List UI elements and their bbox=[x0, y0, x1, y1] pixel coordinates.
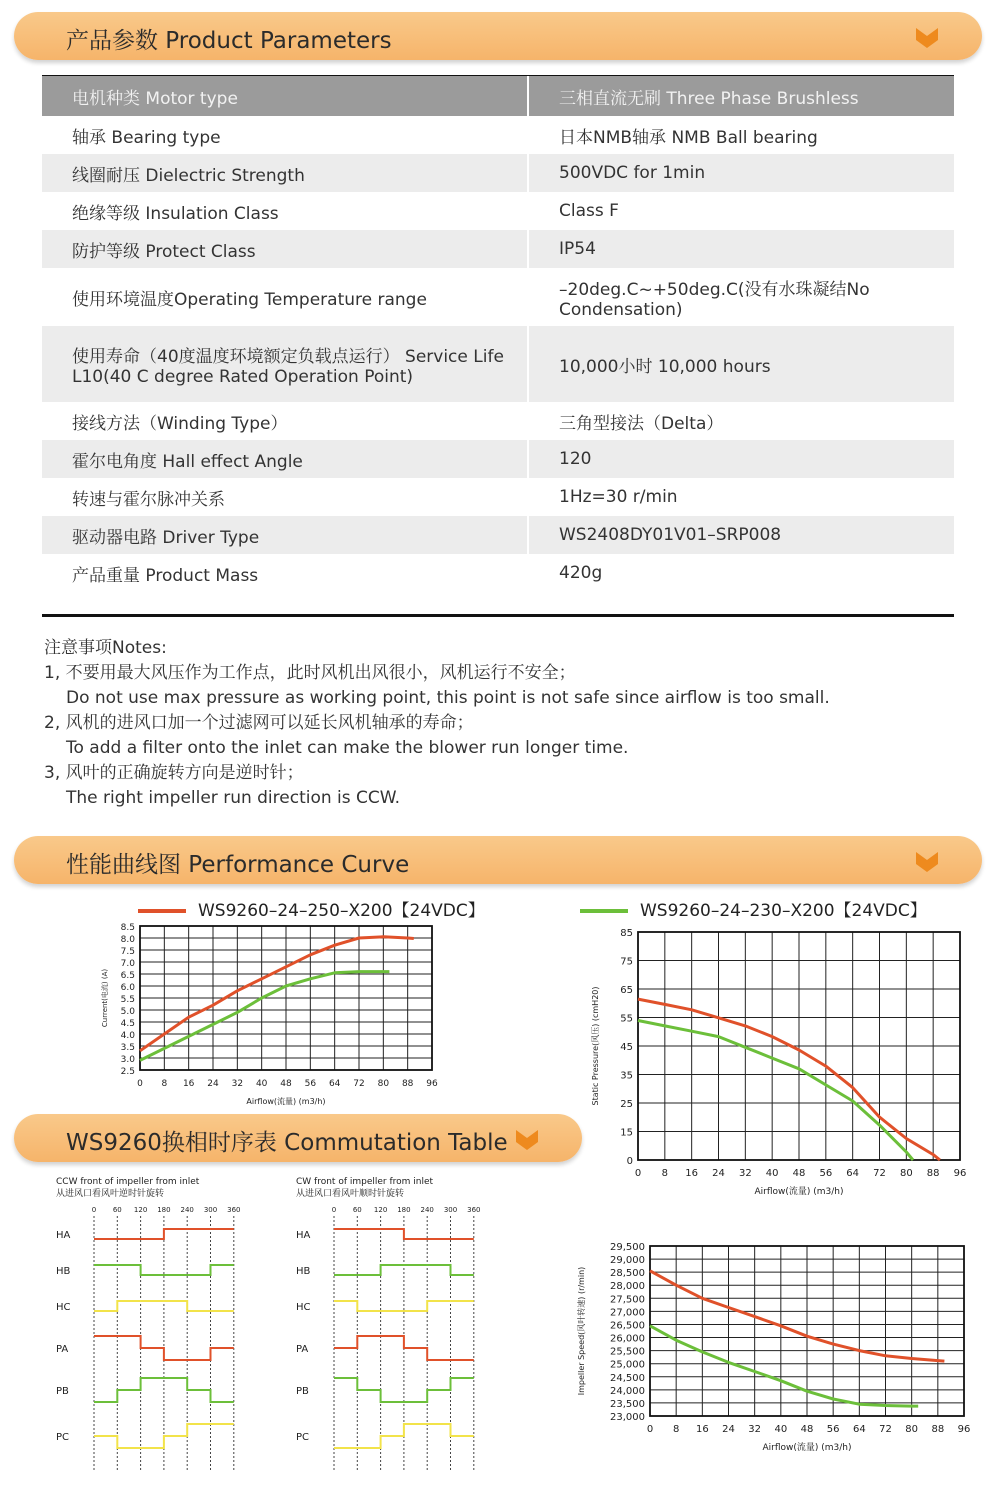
y-tick-label: 27,500 bbox=[610, 1294, 645, 1306]
legend-green bbox=[580, 896, 927, 921]
signal-label: HB bbox=[56, 1266, 71, 1277]
note-1-en: Do not use max pressure as working point, this point is not safe since airflow is too small. bbox=[66, 688, 830, 708]
y-tick-label: 5.5 bbox=[120, 995, 135, 1005]
param-key: 绝缘等级 Insulation Class bbox=[42, 192, 528, 230]
signal-label: PA bbox=[56, 1344, 69, 1355]
x-tick-label: 48 bbox=[792, 1168, 806, 1179]
param-row bbox=[42, 478, 954, 516]
signal-label: HA bbox=[56, 1230, 71, 1241]
y-tick-label: 23,000 bbox=[610, 1412, 645, 1423]
y-tick-label: 3.5 bbox=[120, 1043, 135, 1053]
signal-label: PA bbox=[296, 1344, 309, 1355]
y-tick-label: 45 bbox=[620, 1042, 633, 1053]
x-tick-label: 40 bbox=[255, 1079, 268, 1089]
x-tick-label: 96 bbox=[957, 1424, 971, 1435]
param-key: 使用寿命（40度温度环境额定负载点运行） Service Life L10(40 C degree Rated Operation Point) bbox=[42, 326, 528, 402]
x-tick-label: 88 bbox=[931, 1424, 945, 1435]
angle-tick-label: 120 bbox=[133, 1206, 148, 1214]
x-tick-label: 0 bbox=[646, 1424, 654, 1435]
legend-red-label: WS9260–24–250–X200【24VDC】 bbox=[198, 901, 485, 921]
note-2-en: To add a filter onto the inlet can make the blower run longer time. bbox=[66, 738, 629, 758]
x-tick-label: 72 bbox=[353, 1079, 365, 1089]
y-tick-label: 7.5 bbox=[120, 947, 135, 957]
y-tick-label: 29,000 bbox=[610, 1255, 645, 1267]
note-3-cn: 3, 风叶的正确旋转方向是逆时针； bbox=[44, 763, 304, 783]
y-tick-label: 15 bbox=[620, 1127, 633, 1139]
param-value: 420g bbox=[559, 563, 603, 583]
param-row bbox=[42, 516, 954, 554]
waveform bbox=[334, 1229, 474, 1239]
y-tick-label: 24,000 bbox=[610, 1385, 645, 1397]
speed-chart bbox=[572, 1236, 976, 1462]
y-tick-label: 75 bbox=[620, 956, 633, 968]
param-value: 120 bbox=[528, 440, 954, 478]
param-value: 三角型接法（Delta） bbox=[559, 413, 724, 434]
diagram-caption: CW front of impeller from inlet bbox=[296, 1177, 434, 1187]
angle-tick-label: 300 bbox=[443, 1206, 458, 1214]
y-axis-label: Current(电流) (A) bbox=[101, 968, 109, 1028]
x-tick-label: 24 bbox=[712, 1168, 725, 1179]
param-row bbox=[42, 326, 954, 402]
x-tick-label: 80 bbox=[905, 1424, 919, 1435]
x-tick-label: 88 bbox=[401, 1079, 414, 1089]
y-tick-label: 55 bbox=[620, 1013, 633, 1025]
commutation-ccw-diagram bbox=[50, 1172, 250, 1474]
x-tick-label: 48 bbox=[800, 1424, 814, 1435]
diagram-caption: CCW front of impeller from inlet bbox=[56, 1177, 200, 1187]
x-axis-label: Airflow(流量) (m3/h) bbox=[754, 1187, 844, 1197]
x-tick-label: 24 bbox=[722, 1424, 735, 1435]
param-key: 轴承 Bearing type bbox=[42, 116, 528, 154]
signal-label: HC bbox=[296, 1302, 311, 1313]
legend-green-swatch bbox=[580, 909, 628, 913]
legend-green-label: WS9260–24–230–X200【24VDC】 bbox=[640, 901, 927, 921]
legend-red-swatch bbox=[138, 909, 186, 913]
chevron-down-icon bbox=[514, 1126, 540, 1152]
x-tick-label: 8 bbox=[661, 1168, 669, 1179]
x-tick-label: 16 bbox=[182, 1079, 195, 1089]
table-bottom-rule bbox=[42, 614, 954, 617]
y-tick-label: 8.0 bbox=[120, 935, 135, 945]
perf-section-title: 性能曲线图 Performance Curve bbox=[66, 852, 410, 878]
x-tick-label: 96 bbox=[953, 1168, 967, 1179]
y-tick-label: 24,500 bbox=[610, 1372, 645, 1384]
x-tick-label: 32 bbox=[748, 1424, 762, 1435]
perf-banner bbox=[14, 836, 982, 884]
signal-label: PC bbox=[56, 1432, 70, 1443]
chevron-down-icon bbox=[914, 848, 940, 874]
param-value: 日本NMB轴承 NMB Ball bearing bbox=[559, 127, 818, 148]
commutation-cw-diagram bbox=[290, 1172, 490, 1474]
y-tick-label: 6.5 bbox=[120, 971, 135, 981]
x-tick-label: 24 bbox=[207, 1079, 219, 1089]
param-row bbox=[42, 402, 954, 440]
y-tick-label: 7.0 bbox=[120, 959, 135, 969]
x-tick-label: 32 bbox=[738, 1168, 752, 1179]
angle-tick-label: 240 bbox=[420, 1206, 434, 1214]
params-table bbox=[42, 76, 954, 592]
y-tick-label: 4.0 bbox=[120, 1031, 135, 1041]
signal-label: PB bbox=[56, 1386, 69, 1397]
angle-tick-label: 360 bbox=[227, 1206, 241, 1214]
param-value: Class F bbox=[559, 201, 619, 221]
x-tick-label: 16 bbox=[685, 1168, 699, 1179]
angle-tick-label: 60 bbox=[112, 1206, 122, 1214]
diagram-caption: 从进风口看风叶逆时针旋转 bbox=[56, 1189, 165, 1199]
param-value: 三相直流无刷 Three Phase Brushless bbox=[528, 76, 954, 116]
y-tick-label: 29,500 bbox=[610, 1242, 645, 1253]
y-tick-label: 28,500 bbox=[610, 1268, 645, 1280]
param-value: –20deg.C~+50deg.C(没有水珠凝结No Condensation) bbox=[559, 279, 870, 320]
signal-label: HB bbox=[296, 1266, 311, 1277]
x-tick-label: 56 bbox=[819, 1168, 833, 1179]
y-axis-label: Static Pressure(风压) (cmH20) bbox=[591, 986, 600, 1106]
y-tick-label: 0 bbox=[626, 1156, 633, 1167]
x-tick-label: 80 bbox=[899, 1168, 913, 1179]
x-tick-label: 96 bbox=[426, 1079, 438, 1089]
signal-label: HC bbox=[56, 1302, 71, 1313]
param-row bbox=[42, 230, 954, 268]
param-value: 10,000小时 10,000 hours bbox=[528, 326, 954, 402]
x-axis-label: Airflow(流量) (m3/h) bbox=[246, 1097, 326, 1106]
param-key: 转速与霍尔脉冲关系 bbox=[42, 478, 528, 516]
y-tick-label: 65 bbox=[620, 985, 633, 996]
waveform bbox=[94, 1424, 234, 1448]
signal-label: HA bbox=[296, 1230, 311, 1241]
x-tick-label: 0 bbox=[137, 1079, 143, 1089]
angle-tick-label: 0 bbox=[331, 1206, 337, 1214]
angle-tick-label: 180 bbox=[397, 1206, 411, 1214]
param-row bbox=[42, 554, 954, 592]
param-value: 500VDC for 1min bbox=[528, 154, 954, 192]
param-row bbox=[42, 268, 954, 326]
chevron-down-icon bbox=[914, 24, 940, 50]
param-key: 驱动器电路 Driver Type bbox=[42, 516, 528, 554]
y-tick-label: 3.0 bbox=[120, 1055, 135, 1065]
x-tick-label: 56 bbox=[826, 1424, 840, 1435]
y-tick-label: 5.0 bbox=[120, 1007, 135, 1017]
x-tick-label: 16 bbox=[695, 1424, 709, 1435]
note-2-cn: 2, 风机的进风口加一个过滤网可以延长风机轴承的寿命； bbox=[44, 713, 474, 733]
params-section-title: 产品参数 Product Parameters bbox=[66, 28, 392, 54]
x-tick-label: 8 bbox=[672, 1424, 680, 1435]
y-tick-label: 26,000 bbox=[610, 1333, 645, 1345]
series-line bbox=[638, 1021, 913, 1161]
y-tick-label: 25,500 bbox=[610, 1346, 645, 1358]
y-tick-label: 35 bbox=[620, 1070, 633, 1082]
y-tick-label: 25,000 bbox=[610, 1359, 645, 1371]
x-tick-label: 72 bbox=[873, 1168, 886, 1179]
y-axis-label: Impeller Speed(风叶转速) (r/min) bbox=[577, 1266, 586, 1396]
angle-tick-label: 300 bbox=[203, 1206, 218, 1214]
y-tick-label: 25 bbox=[620, 1099, 633, 1110]
comm-section-title: WS9260换相时序表 Commutation Table bbox=[66, 1130, 508, 1156]
notes-title: 注意事项Notes: bbox=[44, 638, 167, 658]
series-line bbox=[638, 999, 940, 1160]
note-1-cn: 1, 不要用最大风压作为工作点，此时风机出风很小，风机运行不安全； bbox=[44, 663, 576, 683]
y-tick-label: 26,500 bbox=[610, 1320, 645, 1332]
x-tick-label: 40 bbox=[774, 1424, 788, 1435]
x-tick-label: 64 bbox=[846, 1168, 860, 1179]
x-tick-label: 32 bbox=[231, 1079, 244, 1089]
x-tick-label: 88 bbox=[926, 1168, 940, 1179]
x-axis-label: Airflow(流量) (m3/h) bbox=[762, 1443, 852, 1453]
y-tick-label: 85 bbox=[620, 928, 633, 939]
param-key: 霍尔电角度 Hall effect Angle bbox=[42, 440, 528, 478]
x-tick-label: 80 bbox=[377, 1079, 390, 1089]
series-line bbox=[140, 972, 389, 1061]
param-key: 防护等级 Protect Class bbox=[42, 230, 528, 268]
note-3-en: The right impeller run direction is CCW. bbox=[66, 788, 401, 808]
waveform bbox=[94, 1229, 234, 1239]
y-tick-label: 23,500 bbox=[610, 1398, 645, 1410]
current-chart bbox=[96, 918, 446, 1110]
x-tick-label: 56 bbox=[304, 1079, 317, 1089]
param-value: 1Hz=30 r/min bbox=[559, 487, 678, 507]
angle-tick-label: 0 bbox=[91, 1206, 97, 1214]
x-tick-label: 72 bbox=[879, 1424, 892, 1435]
y-tick-label: 8.5 bbox=[120, 923, 135, 933]
signal-label: PC bbox=[296, 1432, 310, 1443]
param-value: WS2408DY01V01–SRP008 bbox=[528, 516, 954, 554]
angle-tick-label: 60 bbox=[352, 1206, 362, 1214]
param-key: 接线方法（Winding Type） bbox=[42, 402, 528, 440]
param-row bbox=[42, 116, 954, 154]
x-tick-label: 0 bbox=[634, 1168, 642, 1179]
y-tick-label: 27,000 bbox=[610, 1307, 645, 1319]
diagram-caption: 从进风口看风叶顺时针旋转 bbox=[296, 1189, 405, 1199]
x-tick-label: 64 bbox=[328, 1079, 341, 1089]
signal-label: PB bbox=[296, 1386, 309, 1397]
param-key: 产品重量 Product Mass bbox=[42, 554, 528, 592]
y-tick-label: 6.0 bbox=[120, 983, 135, 993]
x-tick-label: 64 bbox=[852, 1424, 866, 1435]
param-key: 电机种类 Motor type bbox=[42, 76, 528, 116]
y-tick-label: 28,000 bbox=[610, 1281, 645, 1293]
param-value: IP54 bbox=[528, 230, 954, 268]
y-tick-label: 4.5 bbox=[120, 1019, 135, 1029]
param-row bbox=[42, 192, 954, 230]
comm-banner bbox=[14, 1114, 582, 1162]
param-key: 使用环境温度Operating Temperature range bbox=[42, 268, 528, 326]
x-tick-label: 40 bbox=[765, 1168, 779, 1179]
pressure-chart bbox=[586, 922, 976, 1202]
param-row bbox=[42, 154, 954, 192]
x-tick-label: 48 bbox=[280, 1079, 292, 1089]
params-banner bbox=[14, 12, 982, 60]
angle-tick-label: 240 bbox=[180, 1206, 194, 1214]
notes-block bbox=[44, 636, 944, 811]
param-row bbox=[42, 76, 954, 116]
waveform bbox=[94, 1336, 234, 1360]
y-tick-label: 2.5 bbox=[120, 1067, 135, 1077]
angle-tick-label: 120 bbox=[373, 1206, 388, 1214]
param-key: 线圈耐压 Dielectric Strength bbox=[42, 154, 528, 192]
angle-tick-label: 180 bbox=[157, 1206, 171, 1214]
x-tick-label: 8 bbox=[161, 1079, 168, 1089]
angle-tick-label: 360 bbox=[467, 1206, 481, 1214]
param-row bbox=[42, 440, 954, 478]
